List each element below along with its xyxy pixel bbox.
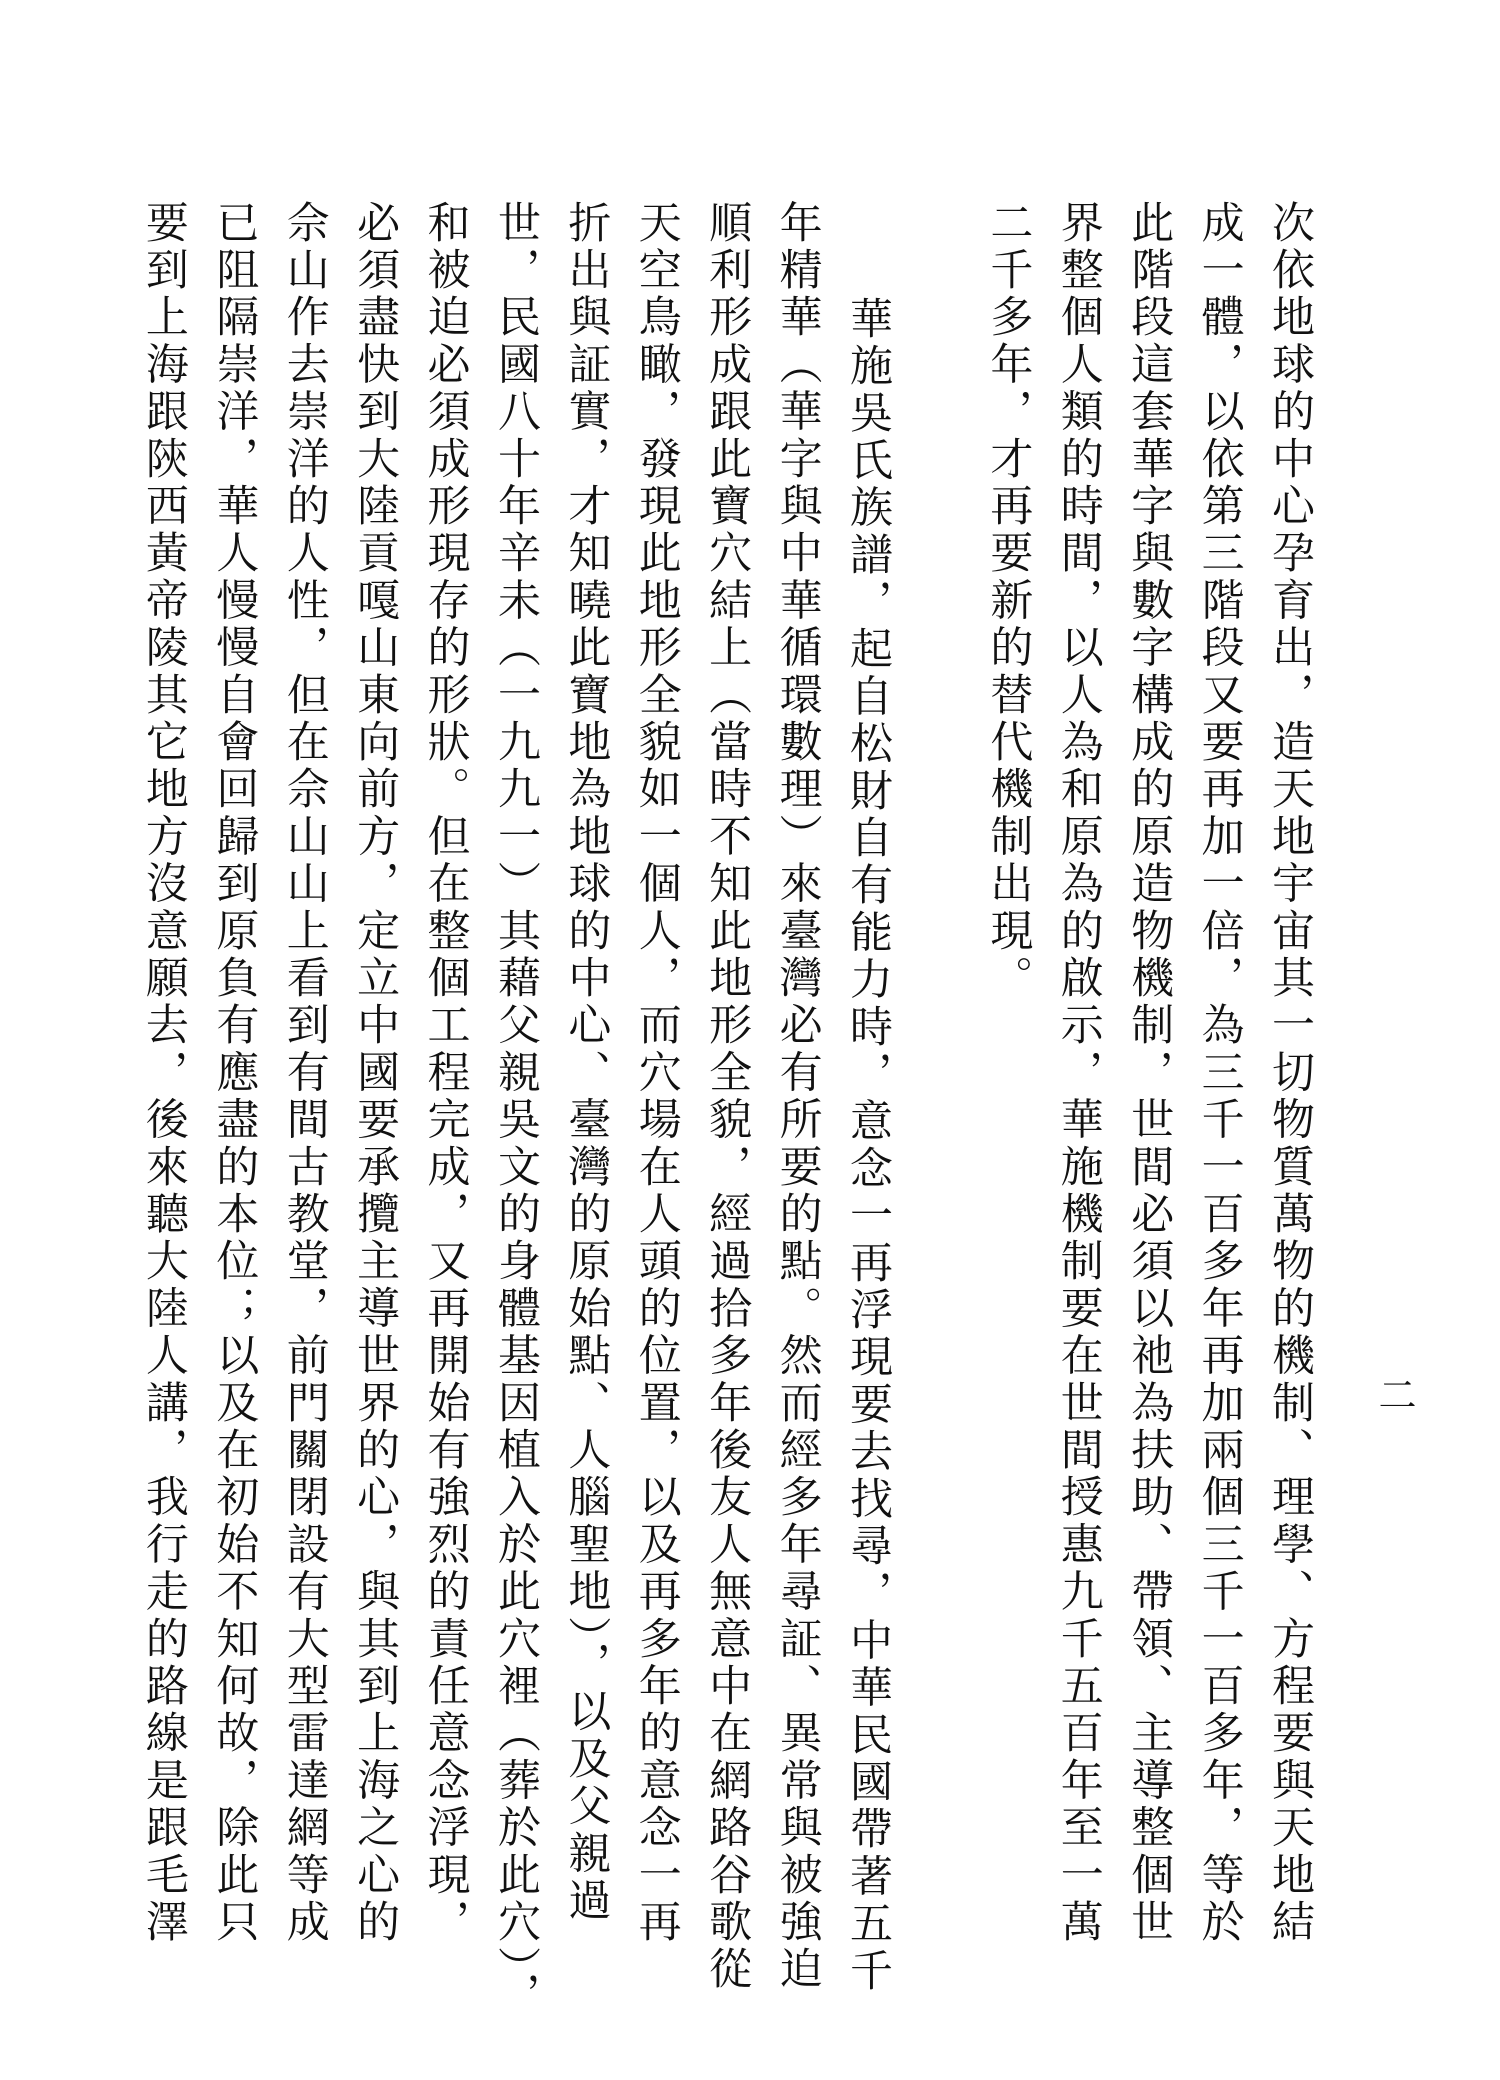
text-column: 世，民國八十年辛未（一九九一）其藉父親吳文的身體基因植入於此穴裡（葬於此穴），	[490, 200, 541, 2020]
text-column: 二千多年，才再要新的替代機制出現。	[983, 200, 1034, 1003]
text-column: 成一體，以依第三階段又要再加一倍，為三千一百多年再加兩個三千一百多年，等於	[1194, 200, 1245, 1947]
text-column-paragraph-start: 華施吳氏族譜，起自松財自有能力時，意念一再浮現要去找尋，中華民國帶著五千	[842, 296, 893, 1996]
text-column: 必須盡快到大陸貢嘎山東向前方，定立中國要承攬主導世界的心，與其到上海之心的	[350, 200, 401, 1947]
text-column: 折出與証實，才知曉此寶地為地球的中心、臺灣的原始點、人腦聖地），以及父親過	[561, 200, 612, 1925]
paragraph-gap	[903, 200, 973, 1900]
text-column: 和被迫必須成形現存的形狀。但在整個工程完成，又再開始有強烈的責任意念浮現，	[420, 200, 471, 1947]
text-column: 此階段這套華字與數字構成的原造物機制，世間必須以祂為扶助、帶領、主導整個世	[1124, 200, 1175, 1947]
text-column: 要到上海跟陝西黃帝陵其它地方沒意願去，後來聽大陸人講，我行走的路線是跟毛澤	[138, 200, 189, 1947]
vertical-text-body	[129, 200, 1326, 2020]
text-column: 佘山作去崇洋的人性，但在佘山山上看到有間古教堂，前門關閉設有大型雷達網等成	[279, 200, 330, 1947]
text-column: 已阻隔崇洋，華人慢慢自會回歸到原負有應盡的本位；以及在初始不知何故，除此只	[209, 200, 260, 1947]
text-column: 次依地球的中心孕育出，造天地宇宙其一切物質萬物的機制、理學、方程要與天地結	[1265, 200, 1315, 1947]
text-column: 順利形成跟此寶穴結上（當時不知此地形全貌，經過拾多年後友人無意中在網路谷歌從	[702, 200, 753, 1994]
text-column: 年精華（華字與中華循環數理）來臺灣必有所要的點。然而經多年尋証、異常與被強迫	[772, 200, 823, 1994]
text-column: 天空鳥瞰，發現此地形全貌如一個人，而穴場在人頭的位置，以及再多年的意念一再	[631, 200, 682, 1947]
page-number: 二	[1372, 1375, 1416, 1413]
text-column: 界整個人類的時間，以人為和原為的啟示，華施機制要在世間授惠九千五百年至一萬	[1053, 200, 1104, 1947]
